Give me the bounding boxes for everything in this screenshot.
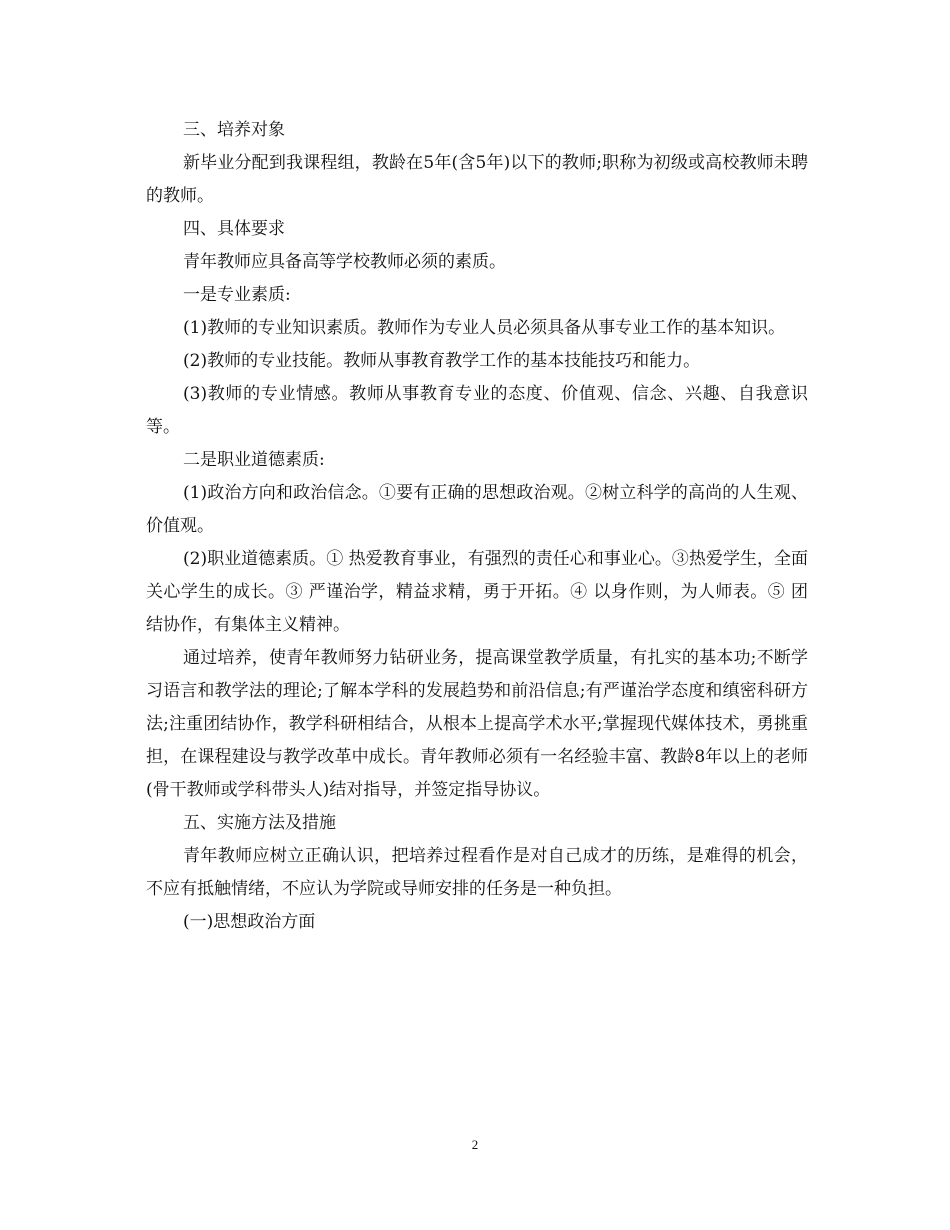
- section-heading-training-targets: 三、培养对象: [183, 120, 285, 140]
- page-number: 2: [471, 1137, 479, 1152]
- list-item: (3)教师的专业情感。教师从事教育专业的态度、价值观、信念、兴趣、自我意识等。: [146, 384, 808, 437]
- list-item: (1)教师的专业知识素质。教师作为专业人员必须具备从事专业工作的基本知识。: [183, 318, 786, 338]
- paragraph: 通过培养，使青年教师努力钻研业务，提高课堂教学质量，有扎实的基本功;不断学习语言和教学法的理论;了解本学科的发展趋势和前沿信息;有严谨治学态度和缜密科研方法;注重团结协作，教学科研相结合，从根本上提高学术水平;掌握现代媒体技术，勇挑重担，在课程建设与教学改革中成长。青年教师必须有一名经验丰富、教龄8年以上的老师(骨干教师或学科带头人)结对指导，并签定指导协议。: [146, 648, 808, 800]
- paragraph: 新毕业分配到我课程组，教龄在5年(含5年)以下的教师;职称为初级或高校教师未聘的教师。: [146, 153, 808, 206]
- list-item: (2)职业道德素质。① 热爱教育事业，有强烈的责任心和事业心。③热爱学生，全面关心学生的成长。③ 严谨治学，精益求精，勇于开拓。④ 以身作则，为人师表。⑤ 团结协作，有集体主义精神。: [146, 549, 808, 635]
- list-item: (2)教师的专业技能。教师从事教育教学工作的基本技能技巧和能力。: [183, 351, 701, 371]
- list-item: (1)政治方向和政治信念。①要有正确的思想政治观。②树立科学的高尚的人生观、价值观。: [146, 483, 808, 536]
- paragraph: 青年教师应具备高等学校教师必须的素质。: [183, 252, 506, 272]
- document-body: [146, 114, 808, 939]
- subheading-ideological-political: (一)思想政治方面: [183, 912, 316, 932]
- subheading-professional-ethics: 二是职业道德素质:: [183, 450, 325, 470]
- section-heading-specific-requirements: 四、具体要求: [183, 219, 285, 239]
- subheading-professional-quality: 一是专业素质:: [183, 285, 291, 305]
- section-heading-implementation-methods: 五、实施方法及措施: [183, 813, 336, 833]
- paragraph: 青年教师应树立正确认识，把培养过程看作是对自己成才的历练，是难得的机会，不应有抵触情绪，不应认为学院或导师安排的任务是一种负担。: [146, 846, 808, 899]
